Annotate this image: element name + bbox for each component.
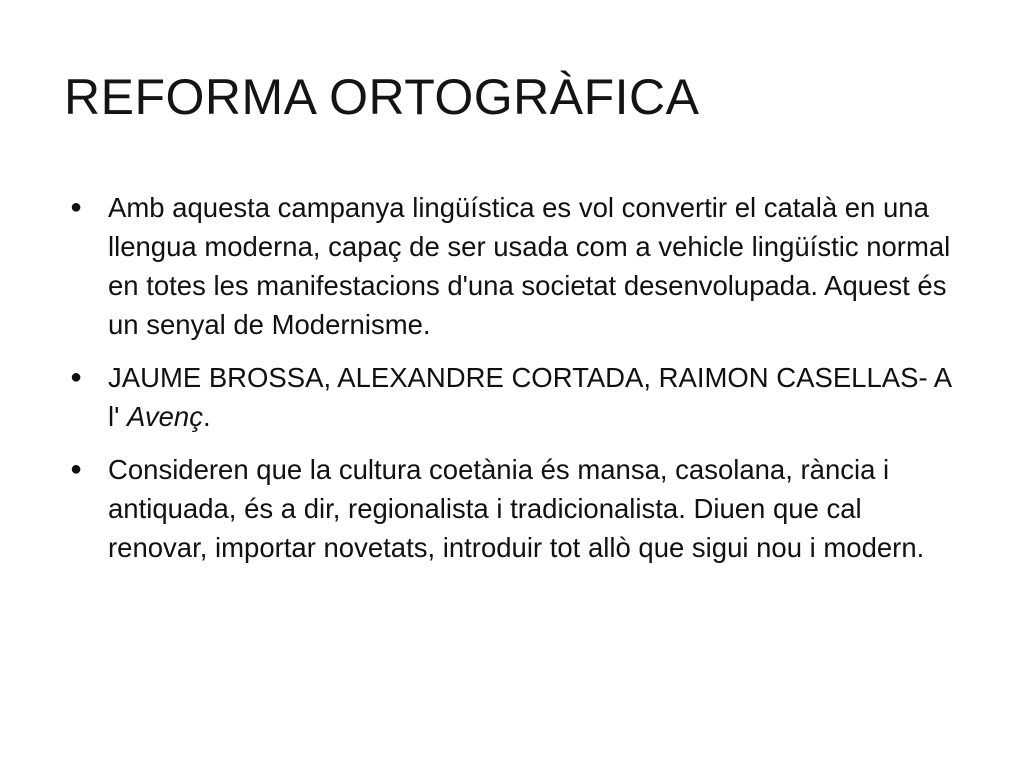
bullet-item [66,450,966,567]
bullet-text-authors: JAUME BROSSA, ALEXANDRE CORTADA, RAIMON CASELLAS- A l' [108,362,951,432]
bullet-text-magazine: Avenç [127,401,203,432]
bullet-item [66,358,966,436]
slide-title: REFORMA ORTOGRÀFICA [64,69,700,125]
bullet-text-end: . [202,401,211,432]
bullet-text [108,358,966,436]
bullet-icon: ● [70,458,83,480]
bullet-icon: ● [70,196,83,218]
bullet-text: Amb aquesta campanya lingüística es vol convertir el català en una llengua moderna, capaç de ser usada com a vehicle lingüístic normal en totes les manifestacions d'una societat desenvolupada. Aquest és un senyal de Modernisme. [108,192,951,340]
bullet-icon: ● [70,366,83,388]
bullet-text: Consideren que la cultura coetània és mansa, casolana, rància i antiquada, és a dir, regionalista i tradicionalista. Diuen que cal renovar, importar novetats, introduir tot allò que sigui nou i modern. [108,454,925,563]
bullet-item [66,188,966,344]
bullet-list [66,188,966,581]
